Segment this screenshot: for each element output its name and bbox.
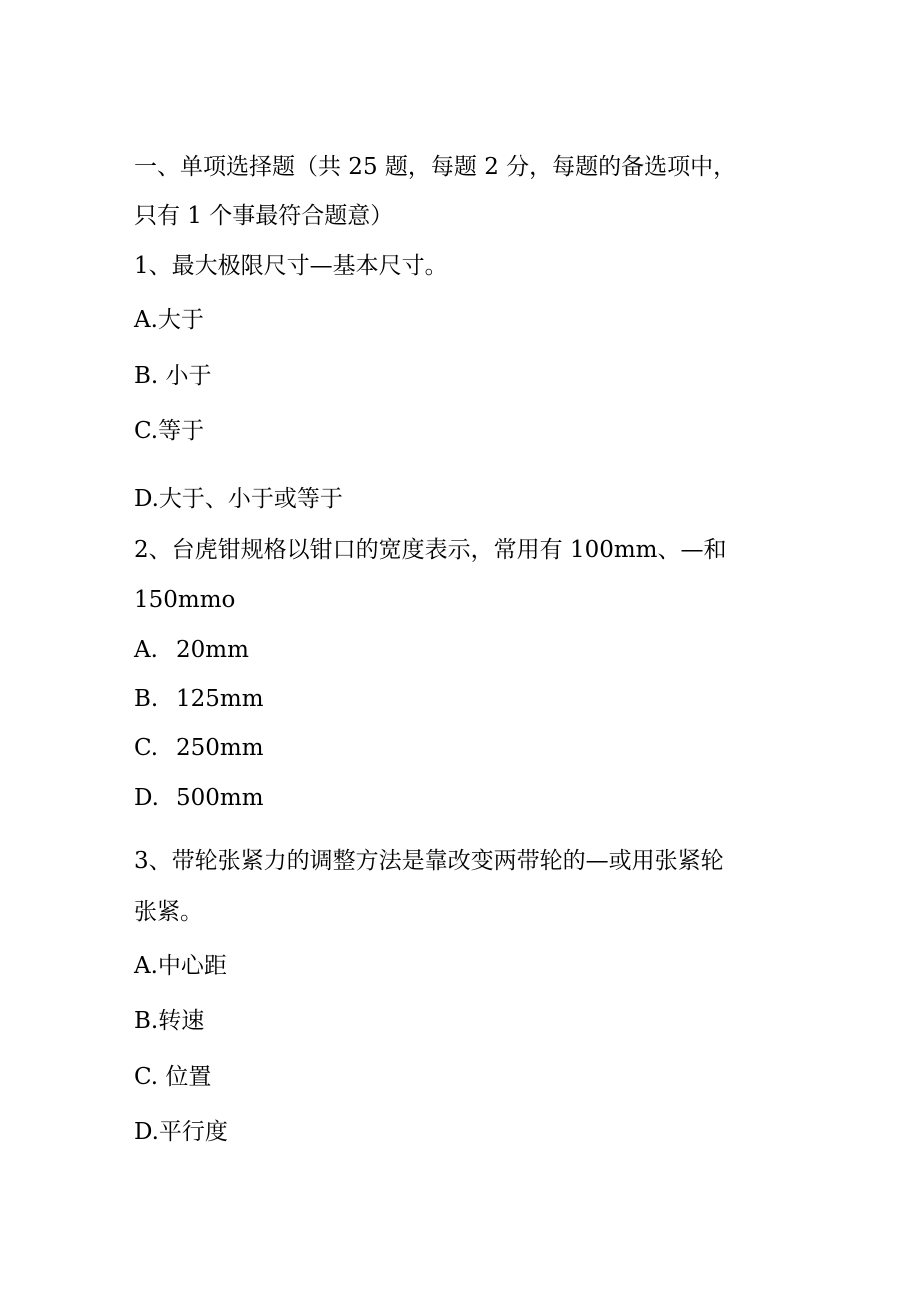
question-3-option-b: B.转速 xyxy=(134,1008,205,1034)
section-header-line-2: 只有 1 个事最符合题意） xyxy=(134,203,394,229)
option-letter: D. xyxy=(134,785,159,811)
question-2-option-d xyxy=(134,783,264,813)
question-2-option-b xyxy=(134,684,264,714)
question-3-stem-line-2: 张紧。 xyxy=(134,899,203,925)
question-1-option-a: A.大于 xyxy=(134,307,204,333)
section-header-line-1: 一、单项选择题（共 25 题，每题 2 分，每题的备选项中， xyxy=(134,154,737,180)
option-letter: C. xyxy=(134,735,159,761)
question-2-stem-line-1: 2、台虎钳规格以钳口的宽度表示，常用有 100mm、—和 xyxy=(134,537,727,563)
option-letter: B. xyxy=(134,686,159,712)
question-1-stem: 1、最大极限尺寸—基本尺寸。 xyxy=(134,253,448,279)
option-text: 125mm xyxy=(176,686,264,712)
question-3-option-d: D.平行度 xyxy=(134,1119,228,1145)
option-text: 250mm xyxy=(176,735,264,761)
question-2-option-c xyxy=(134,733,264,763)
question-1-option-c: C.等于 xyxy=(134,418,205,444)
question-3-option-a: A.中心距 xyxy=(134,953,227,979)
option-text: 20mm xyxy=(176,637,249,663)
question-3-stem-line-1: 3、带轮张紧力的调整方法是靠改变两带轮的—或用张紧轮 xyxy=(134,848,724,874)
question-1-option-d: D.大于、小于或等于 xyxy=(134,486,343,512)
option-text: 500mm xyxy=(176,785,264,811)
option-letter: A. xyxy=(134,637,158,663)
question-3-option-c: C. 位置 xyxy=(134,1064,212,1090)
question-1-option-b: B. 小于 xyxy=(134,363,212,389)
question-2-option-a xyxy=(134,635,249,665)
question-2-stem-line-2: 150mmo xyxy=(134,587,236,613)
